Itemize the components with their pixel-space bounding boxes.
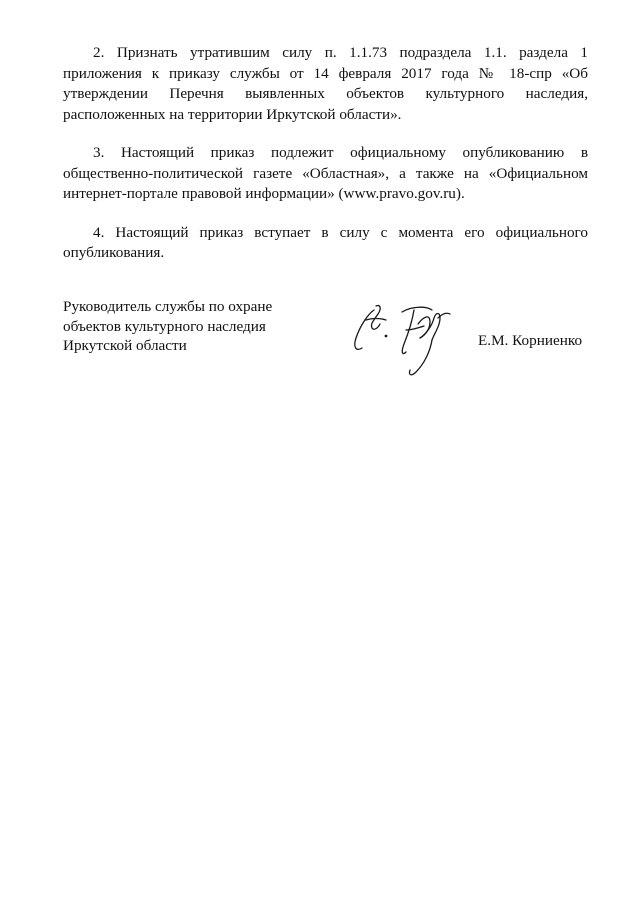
paragraph-line: общественно-политической газете «Областная», а также на «Официальном xyxy=(63,164,588,182)
position-line: Иркутской области xyxy=(63,337,187,354)
paragraph-line: 3. Настоящий приказ подлежит официальному опубликованию в xyxy=(93,144,588,161)
paragraph-4 xyxy=(63,223,588,264)
position-line: Руководитель службы по охране xyxy=(63,298,273,315)
paragraph-line: утверждении Перечня выявленных объектов культурного наследия, xyxy=(63,85,588,102)
handwritten-signature-icon xyxy=(346,300,466,382)
paragraph-2 xyxy=(63,43,588,125)
paragraph-line: опубликования. xyxy=(63,244,165,261)
paragraph-line: расположенных на территории Иркутской области». xyxy=(63,105,402,123)
paragraph-line: 4. Настоящий приказ вступает в силу с момента его официального xyxy=(93,223,588,241)
document-body xyxy=(63,43,588,282)
paragraph-line: приложения к приказу службы от 14 февраля 2017 года № 18-спр «Об xyxy=(63,64,588,82)
paragraph-line: интернет-портале правовой информации» (www.pravo.gov.ru). xyxy=(63,185,465,202)
position-line: объектов культурного наследия xyxy=(63,317,266,335)
paragraph-line: 2. Признать утратившим силу п. 1.1.73 подраздела 1.1. раздела 1 xyxy=(93,44,588,61)
signer-name: Е.М. Корниенко xyxy=(478,332,583,349)
signatory-position xyxy=(63,297,272,356)
paragraph-3 xyxy=(63,143,588,205)
